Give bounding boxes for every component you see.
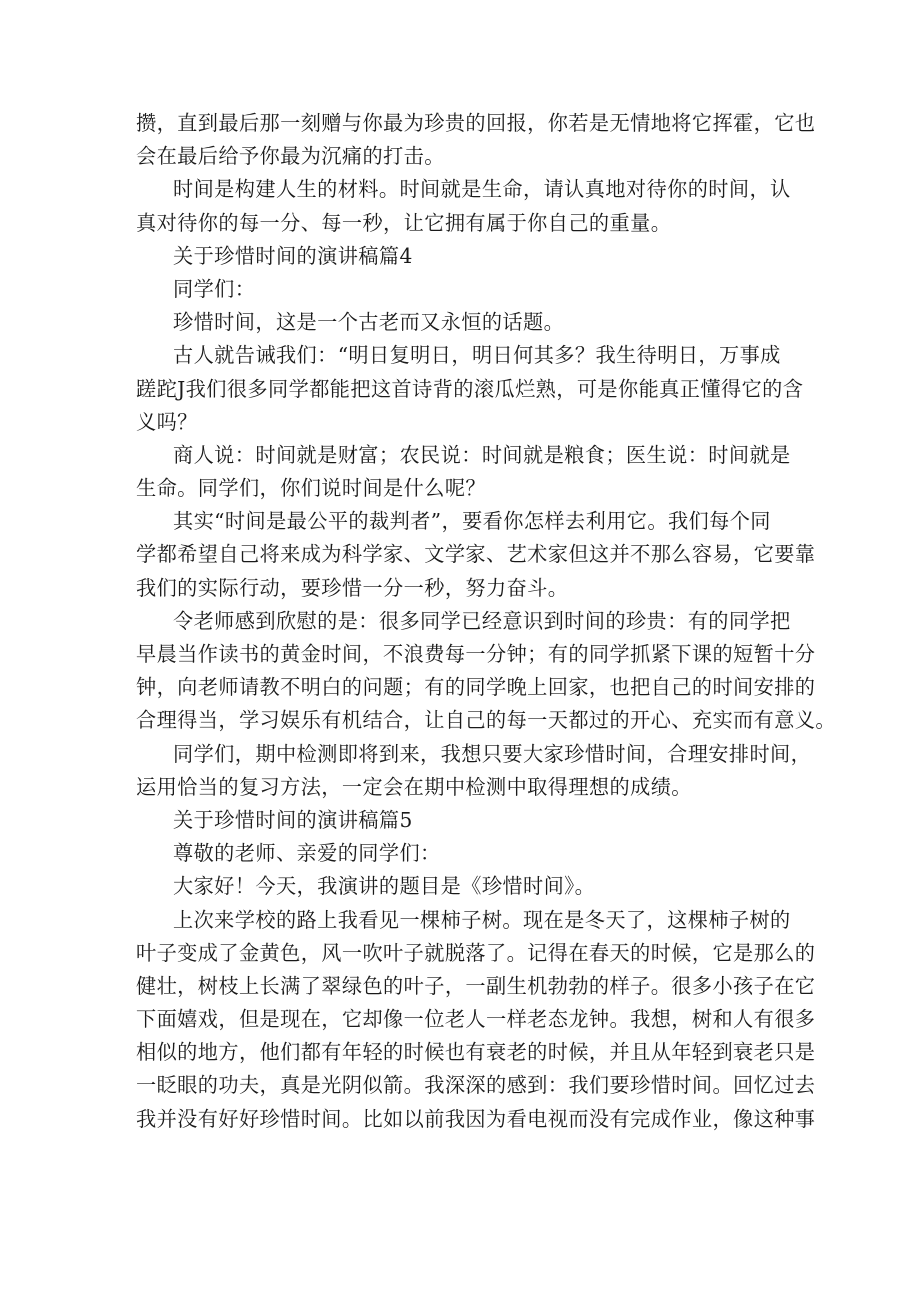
text-line: 钟，向老师请教不明白的问题；有的同学晚上回家，也把自己的时间安排的 (136, 675, 816, 700)
text-line: 其实“时间是最公平的裁判者”，要看你怎样去利用它。我们每个同 (173, 509, 771, 534)
section-heading: 关于珍惜时间的演讲稿篇5 (173, 807, 413, 832)
text-line: 义吗？ (136, 409, 198, 434)
text-line: 攒，直到最后那一刻赠与你最为珍贵的回报，你若是无情地将它挥霍，它也 (136, 111, 816, 135)
text-line: 我们的实际行动，要珍惜一分一秒，努力奋斗。 (136, 575, 569, 600)
text-line: 珍惜时间，这是一个古老而又永恒的话题。 (173, 310, 565, 335)
text-line: 下面嬉戏，但是现在，它却像一位老人一样老态龙钟。我想，树和人有很多 (136, 1007, 816, 1032)
text-line: 学都希望自己将来成为科学家、文学家、艺术家但这并不那么容易，它要靠 (136, 542, 816, 567)
text-line: 蹉跎J我们很多同学都能把这首诗背的滚瓜烂熟，可是你能真正懂得它的含 (136, 376, 804, 401)
text-line: 我并没有好好珍惜时间。比如以前我因为看电视而没有完成作业，像这种事 (136, 1106, 816, 1131)
document-body (136, 107, 836, 1136)
text-line: 运用恰当的复习方法，一定会在期中检测中取得理想的成绩。 (136, 774, 692, 799)
text-line: 生命。同学们，你们说时间是什么呢？ (136, 476, 486, 501)
text-line: 大家好！今天，我演讲的题目是《珍惜时间》。 (173, 874, 596, 899)
text-line: 相似的地方，他们都有年轻的时候也有衰老的时候，并且从年轻到衰老只是 (136, 1040, 816, 1065)
text-line: 会在最后给予你最为沉痛的打击。 (136, 144, 445, 169)
text-line: 叶子变成了金黄色，风一吹叶子就脱落了。记得在春天的时候，它是那么的 (136, 940, 816, 965)
text-line: 令老师感到欣慰的是：很多同学已经意识到时间的珍贵：有的同学把 (173, 608, 791, 633)
section-heading: 关于珍惜时间的演讲稿篇4 (173, 243, 413, 268)
text-line: 上次来学校的路上我看见一棵柿子树。现在是冬天了，这棵柿子树的 (173, 907, 791, 932)
text-line: 健壮，树枝上长满了翠绿色的叶子，一副生机勃勃的样子。很多小孩子在它 (136, 973, 816, 998)
text-line: 一眨眼的功夫，真是光阴似箭。我深深的感到：我们要珍惜时间。回忆过去 (136, 1073, 816, 1098)
text-line: 合理得当，学习娱乐有机结合，让自己的每一天都过的开心、充实而有意义。 (136, 708, 836, 733)
text-line: 时间是构建人生的材料。时间就是生命，请认真地对待你的时间，认 (173, 177, 791, 202)
text-line: 早晨当作读书的黄金时间，不浪费每一分钟；有的同学抓紧下课的短暂十分 (136, 642, 816, 666)
text-line: 同学们，期中检测即将到来，我想只要大家珍惜时间，合理安排时间， (173, 741, 812, 766)
salutation: 尊敬的老师、亲爱的同学们： (173, 841, 441, 866)
text-line: 古人就告诫我们：“明日复明日，明日何其多？我生待明日，万事成 (173, 343, 781, 368)
salutation: 同学们： (173, 276, 256, 301)
text-line: 商人说：时间就是财富；农民说：时间就是粮食；医生说：时间就是 (173, 442, 791, 467)
text-line: 真对待你的每一分、每一秒，让它拥有属于你自己的重量。 (136, 210, 672, 235)
